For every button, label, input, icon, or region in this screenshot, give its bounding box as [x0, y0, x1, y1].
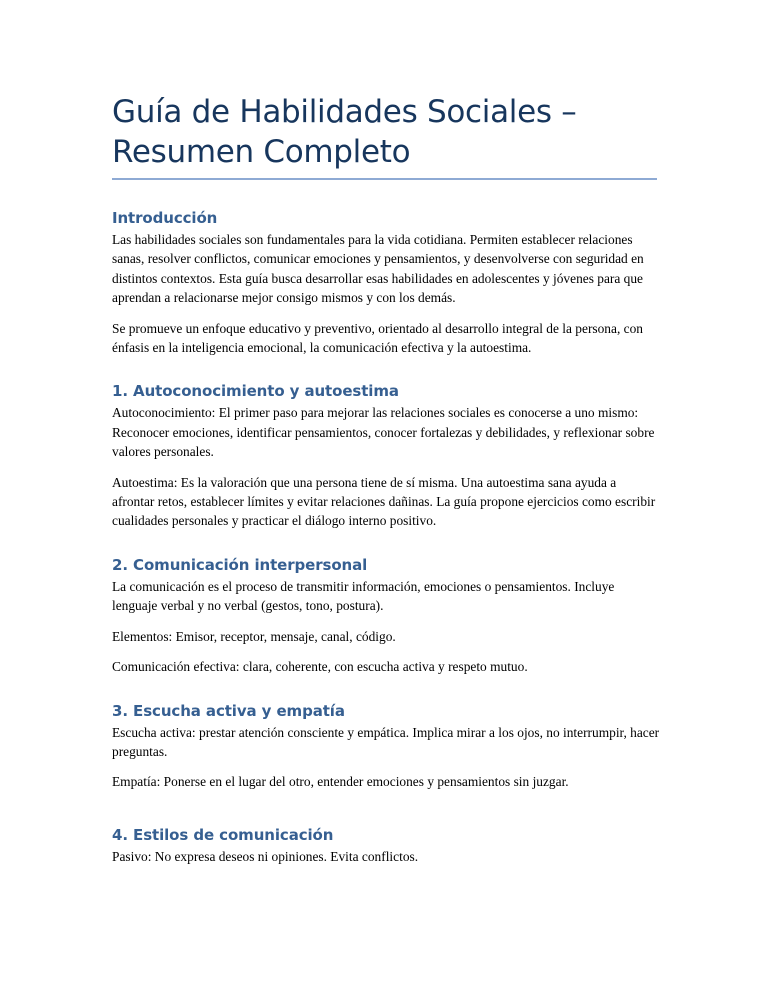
section-paragraph: Escucha activa: prestar atención consciente y empática. Implica mirar a los ojos, no interrumpir, hacer preguntas. — [112, 724, 660, 759]
title-divider — [112, 178, 657, 180]
section-paragraph: La comunicación es el proceso de transmitir información, emociones o pensamientos. Incluye lenguaje verbal y no verbal (gestos, tono, postura). — [112, 578, 615, 614]
section-heading: 3. Escucha activa y empatía — [112, 701, 345, 720]
section-paragraph: Autoconocimiento: El primer paso para mejorar las relaciones sociales es conocerse a uno mismo: Reconocer emociones, identificar pensamientos, conocer fortalezas y debilidades, y reflexionar sobre valores personales. — [112, 405, 655, 460]
section-estilos-comunicacion — [112, 825, 660, 866]
section-paragraph: Pasivo: No expresa deseos ni opiniones. Evita conflictos. — [112, 848, 419, 864]
document-title: Guía de Habilidades Sociales – Resumen Completo — [112, 94, 577, 170]
section-paragraph: Se promueve un enfoque educativo y preventivo, orientado al desarrollo integral de la persona, con énfasis en la inteligencia emocional, la comunicación efectiva y la autoestima. — [112, 320, 643, 356]
section-heading: 4. Estilos de comunicación — [112, 825, 334, 844]
section-heading: 2. Comunicación interpersonal — [112, 555, 368, 574]
section-escucha-activa — [112, 701, 660, 792]
section-paragraph: Las habilidades sociales son fundamentales para la vida cotidiana. Permiten establecer relaciones sanas, resolver conflictos, comunicar emociones y pensamientos, y desenvolverse con seguridad en distintos contextos. Esta guía busca desarrollar esas habilidades en adolescentes y jóvenes para que aprendan a relacionarse mejor consigo mismos y con los demás. — [112, 232, 644, 306]
section-paragraph: Autoestima: Es la valoración que una persona tiene de sí misma. Una autoestima sana ayuda a afrontar retos, establecer límites y evitar relaciones dañinas. La guía propone ejercicios como escribir cualidades personales y practicar el diálogo interno positivo. — [112, 474, 656, 529]
section-paragraph: Elementos: Emisor, receptor, mensaje, canal, código. — [112, 628, 396, 644]
section-paragraph: Empatía: Ponerse en el lugar del otro, entender emociones y pensamientos sin juzgar. — [112, 774, 569, 790]
section-paragraph: Comunicación efectiva: clara, coherente, con escucha activa y respeto mutuo. — [112, 659, 528, 675]
section-autoconocimiento — [112, 381, 660, 530]
section-introduccion — [112, 208, 660, 357]
section-heading: 1. Autoconocimiento y autoestima — [112, 382, 399, 401]
section-comunicacion-interpersonal — [112, 555, 660, 677]
section-heading: Introducción — [112, 209, 218, 227]
document-page — [112, 92, 660, 877]
